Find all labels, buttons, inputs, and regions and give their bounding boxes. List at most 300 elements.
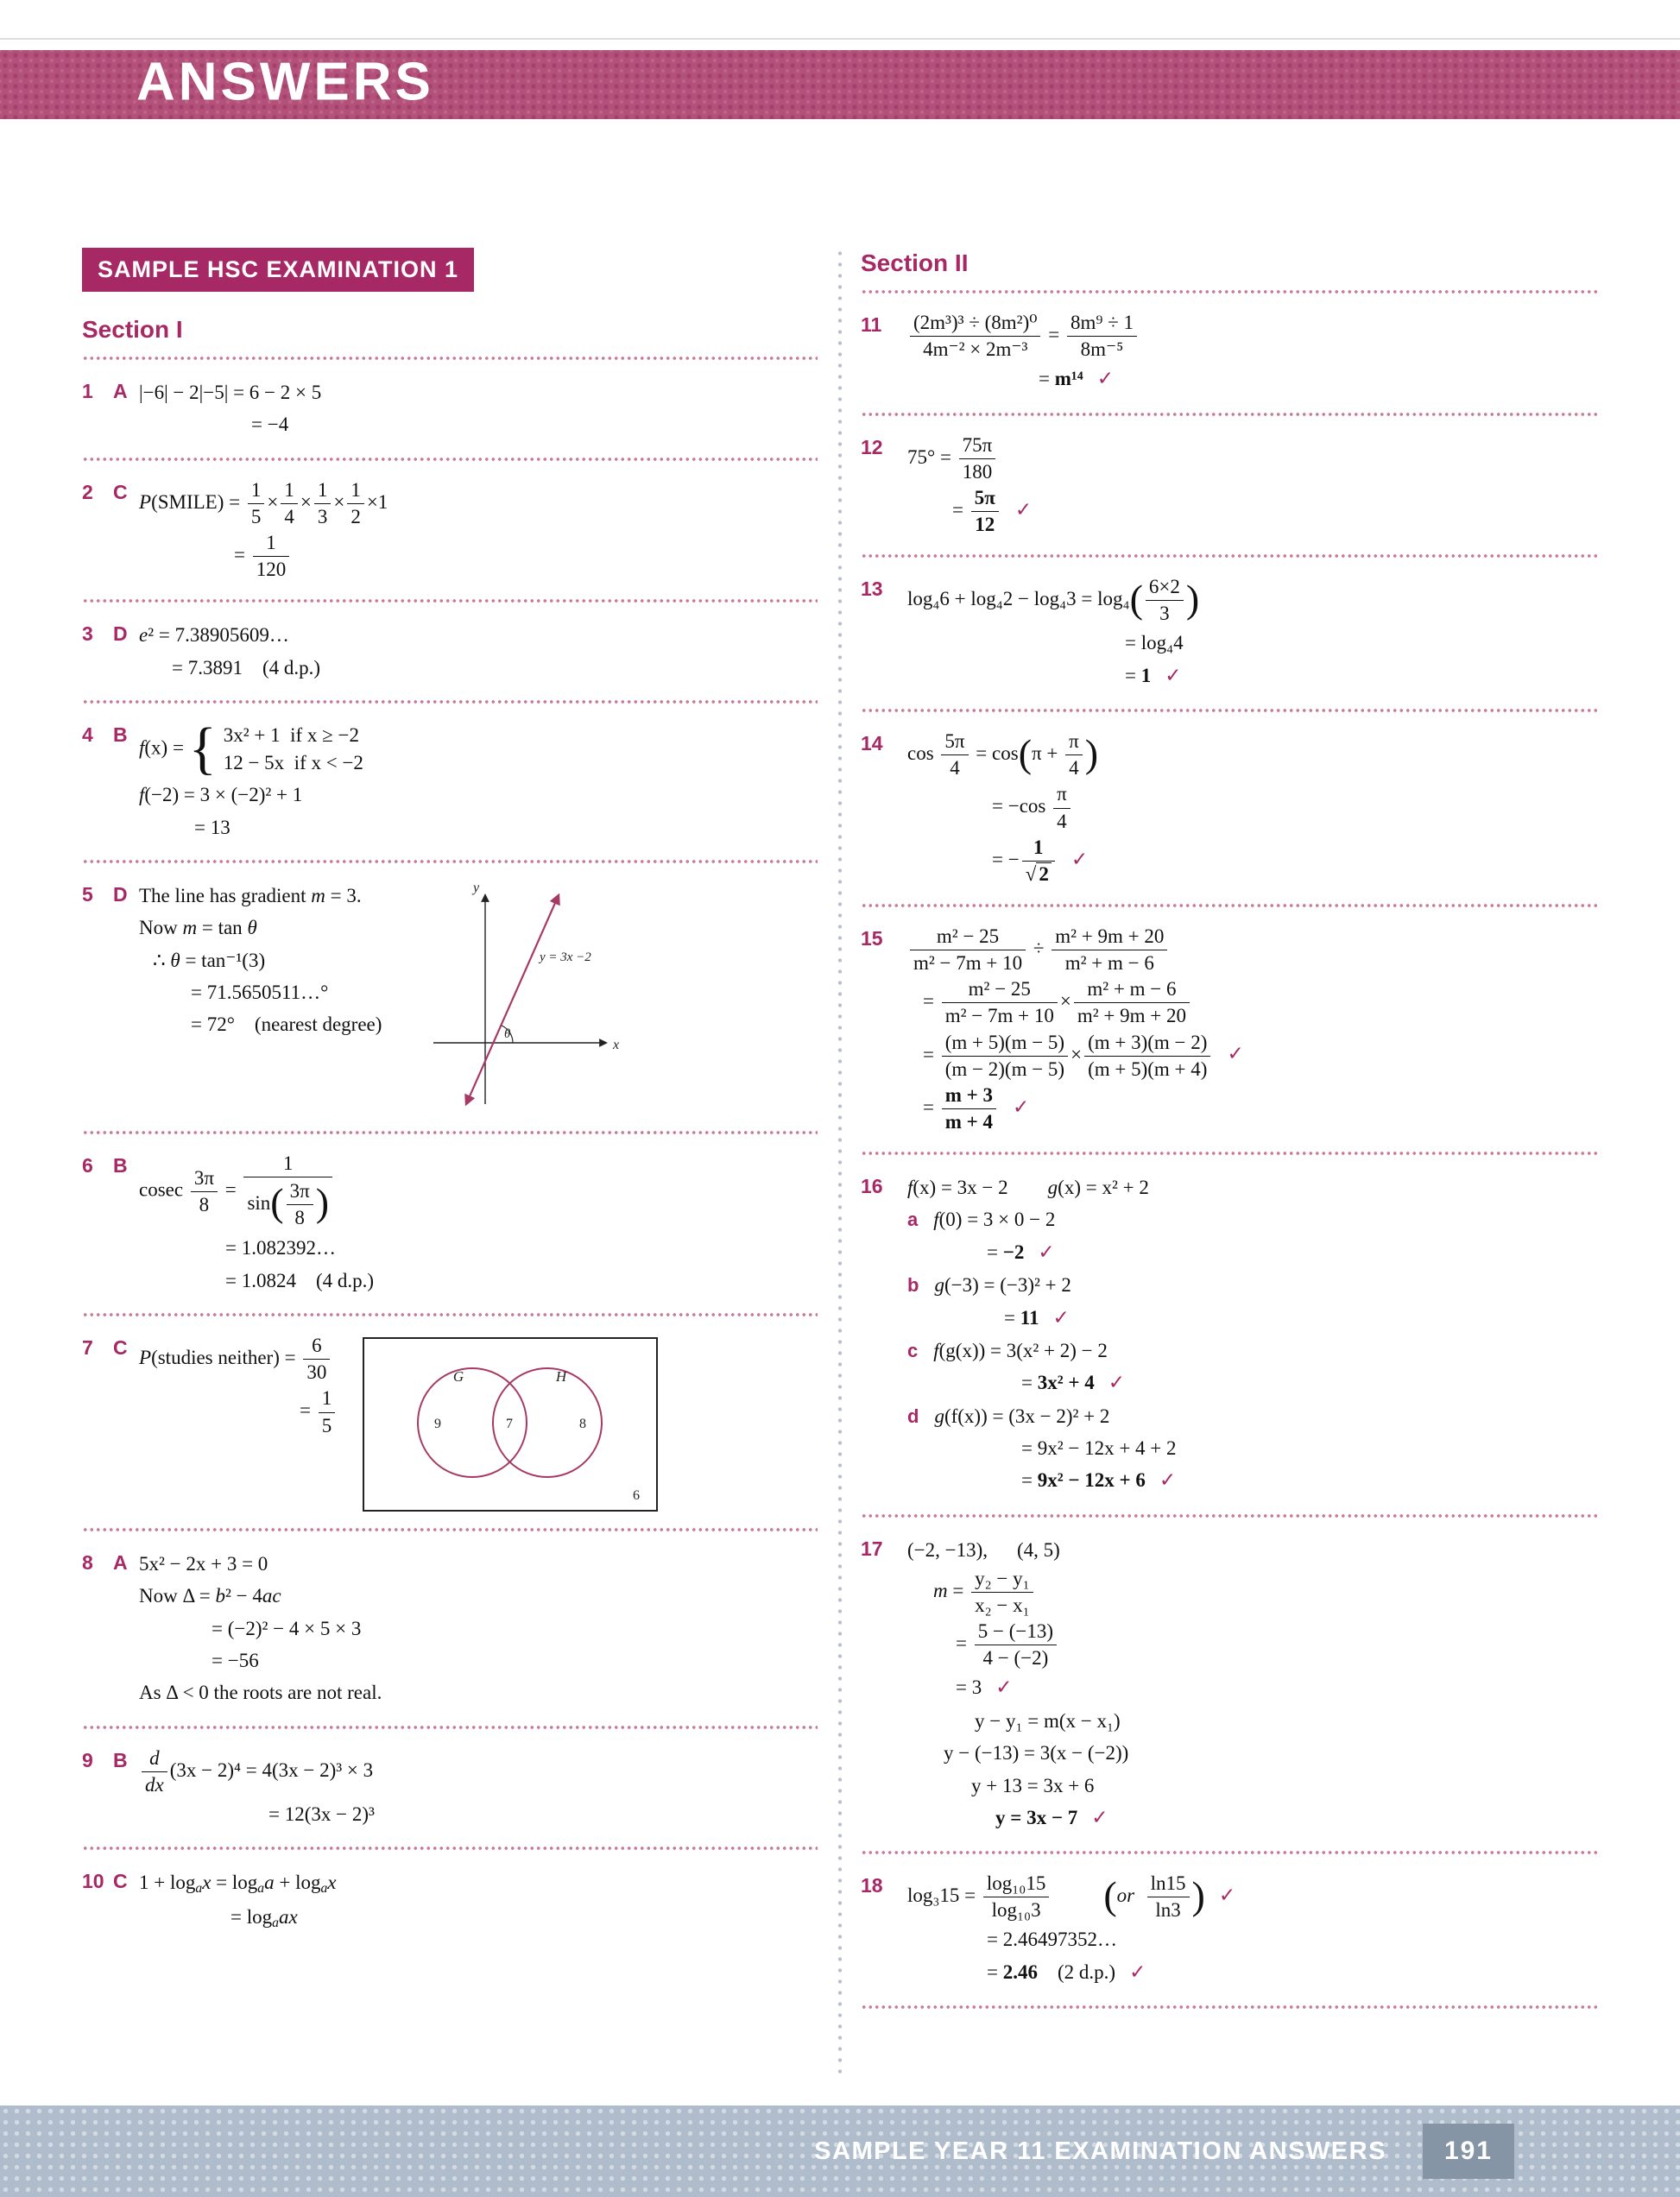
question-head — [82, 1744, 139, 1775]
question-11 — [861, 308, 1598, 398]
math-variable: f — [907, 1177, 913, 1199]
math-text: = 1.082392… — [225, 1237, 336, 1259]
math-text: (4, 5) — [1017, 1538, 1060, 1561]
question-number: 13 — [861, 578, 883, 601]
denominator — [942, 1108, 996, 1133]
math-text: 8m⁻⁵ — [1080, 338, 1124, 361]
math-text: sin — [247, 1192, 271, 1215]
fraction — [253, 533, 290, 580]
math-text: y + 13 = 3x + 6 — [971, 1774, 1095, 1796]
answer-letter: C — [113, 1870, 128, 1893]
question-head — [861, 1532, 907, 1563]
question-solution — [907, 308, 1598, 398]
fraction — [281, 480, 298, 527]
fraction — [941, 731, 968, 779]
math-text: y₂ − y₁ — [975, 1567, 1030, 1589]
fraction — [942, 1032, 1068, 1080]
math-text: 8 — [199, 1193, 210, 1215]
denominator — [1053, 808, 1071, 832]
math-line — [139, 1266, 818, 1295]
math-line — [907, 1271, 1598, 1299]
math-answer: 9x² − 12x + 6 — [1037, 1469, 1146, 1492]
question-solution — [907, 922, 1598, 1137]
math-variable: ax — [278, 1906, 298, 1929]
math-answer: m¹⁴ — [1054, 368, 1083, 390]
math-line — [139, 978, 382, 1007]
square-root — [1026, 862, 1052, 885]
dotted-separator — [82, 1846, 818, 1851]
math-text: log₄6 + log₄2 − log₄3 = log₄ — [907, 588, 1130, 610]
math-line — [139, 1903, 818, 1934]
math-text: = 13 — [194, 816, 231, 838]
math-variable: f — [139, 784, 145, 806]
math-text: = — [1043, 323, 1064, 345]
fraction — [942, 1085, 996, 1133]
math-text: m² + 9m + 20 — [1077, 1005, 1186, 1027]
checkmark-icon: ✓ — [995, 1676, 1013, 1700]
math-line — [907, 1739, 1598, 1767]
numerator — [983, 1873, 1049, 1897]
math-text: = — [1125, 664, 1141, 686]
math-line — [907, 1771, 1598, 1800]
checkmark-icon: ✓ — [1071, 848, 1089, 871]
math-text: ² = 7.38905609… — [148, 624, 289, 647]
math-text: = — [952, 498, 969, 521]
math-text: = — [956, 1632, 972, 1655]
checkmark-icon: ✓ — [1013, 1095, 1030, 1119]
math-text: = — [1021, 1372, 1038, 1394]
numerator — [942, 1085, 996, 1108]
checkmark-icon: ✓ — [1159, 1469, 1177, 1493]
only-g-value: 9 — [434, 1417, 442, 1432]
math-text: π — [1057, 783, 1067, 805]
page-content — [82, 244, 1598, 2106]
math-line — [907, 837, 1598, 886]
math-text: |−6| − 2|−5| = 6 − 2 × 5 — [139, 382, 322, 403]
math-text: m² − 25 — [968, 978, 1031, 1001]
math-text: = — [923, 1043, 939, 1065]
dotted-separator — [82, 1527, 818, 1532]
math-text: y − (−13) = 3(x − (−2)) — [944, 1742, 1129, 1765]
paren: ( — [1129, 576, 1143, 621]
math-text: 75π — [962, 433, 993, 456]
math-text: (x) = 3x − 2 — [913, 1177, 1008, 1199]
footer-label: SAMPLE YEAR 11 EXAMINATION ANSWERS — [814, 2137, 1386, 2165]
math-text: = − — [992, 848, 1020, 870]
math-text: (SMILE) = — [151, 490, 245, 513]
math-text: = — [219, 1178, 242, 1201]
math-line — [139, 621, 818, 649]
math-text: = 2.46497352… — [987, 1929, 1117, 1951]
answer-letter: C — [113, 480, 128, 503]
math-variable: P — [139, 490, 152, 513]
math-text: 5 — [250, 505, 262, 527]
paren: ( — [1018, 730, 1033, 775]
section-1-title: Section I — [82, 316, 183, 343]
denominator — [959, 458, 996, 483]
question-10 — [82, 1865, 818, 1936]
question-head — [861, 922, 907, 953]
fraction — [248, 480, 265, 527]
denominator — [971, 511, 999, 535]
numerator — [942, 1032, 1068, 1056]
math-text: 5π — [974, 486, 995, 508]
question-9 — [82, 1744, 818, 1833]
dotted-separator — [82, 356, 818, 361]
math-line — [907, 783, 1598, 832]
math-text: = — [923, 1095, 939, 1118]
math-line — [139, 1868, 818, 1899]
question-13 — [861, 572, 1598, 694]
math-text: 1 — [266, 531, 276, 553]
fraction — [303, 1335, 330, 1383]
math-line — [139, 1010, 382, 1039]
denominator — [303, 1359, 330, 1383]
question-solution — [907, 1170, 1598, 1499]
math-text: 2 — [351, 505, 361, 527]
fraction — [975, 1621, 1057, 1669]
math-text: 5π — [944, 730, 965, 753]
dotted-separator — [861, 553, 1598, 559]
math-text: 4 — [950, 757, 960, 780]
numerator — [314, 480, 332, 503]
denominator — [910, 336, 1040, 360]
fraction — [1022, 837, 1055, 885]
fraction — [319, 1388, 336, 1436]
math-text: (0) = 3 × 0 − 2 — [938, 1209, 1056, 1231]
numerator — [243, 1153, 332, 1177]
math-text: = −56 — [212, 1650, 259, 1672]
math-answer: y = 3x − 7 — [995, 1806, 1078, 1828]
question-17 — [861, 1532, 1598, 1837]
numerator — [1053, 784, 1071, 807]
denominator — [347, 503, 364, 527]
math-text: m + 4 — [944, 1110, 993, 1133]
math-line — [907, 434, 1598, 483]
math-variable: f — [139, 736, 145, 759]
math-line — [907, 364, 1598, 394]
part-letter: d — [907, 1405, 919, 1427]
fraction — [142, 1748, 167, 1796]
question-6 — [82, 1149, 818, 1298]
numerator — [1052, 926, 1167, 950]
math-text: = 1.0824 (4 d.p.) — [225, 1269, 375, 1291]
math-line — [139, 1234, 818, 1262]
math-line — [907, 1620, 1598, 1670]
math-text: = tan⁻¹(3) — [180, 949, 266, 971]
fraction — [971, 1569, 1033, 1616]
math-variable: g — [934, 1274, 944, 1297]
math-variable: θ — [247, 917, 257, 939]
question-5 — [82, 878, 818, 1116]
exam-header: SAMPLE HSC EXAMINATION 1 — [82, 248, 474, 292]
dotted-separator — [82, 1725, 818, 1730]
question-1 — [82, 375, 818, 443]
paren: ( — [270, 1180, 284, 1225]
set-g-label: G — [453, 1368, 464, 1386]
math-variable: or — [1116, 1884, 1135, 1907]
math-text: 1 — [283, 1152, 294, 1174]
math-text: log₁₀15 — [986, 1872, 1046, 1895]
numerator — [971, 488, 999, 511]
question-number: 5 — [82, 883, 93, 906]
question-head — [861, 1170, 907, 1201]
fraction — [1146, 577, 1184, 624]
math-text: ln15 — [1150, 1872, 1186, 1895]
math-text: 1 — [1033, 836, 1044, 858]
math-text: ² − 4 — [224, 1585, 262, 1607]
math-line — [907, 1084, 1598, 1133]
math-text: = 9x² − 12x + 4 + 2 — [1021, 1436, 1177, 1459]
question-14 — [861, 727, 1598, 889]
fraction — [959, 435, 996, 483]
question-number: 10 — [82, 1870, 104, 1893]
denominator — [253, 556, 290, 580]
math-text: (m − 2)(m − 5) — [944, 1057, 1065, 1080]
fraction — [942, 979, 1058, 1026]
numerator — [910, 926, 1026, 950]
math-line — [907, 312, 1598, 361]
question-solution — [907, 1869, 1598, 1991]
denominator — [287, 1204, 313, 1228]
dotted-separator — [861, 708, 1598, 713]
answers-banner — [0, 50, 1680, 119]
math-answer: −2 — [1002, 1241, 1025, 1263]
numerator — [975, 1621, 1057, 1645]
math-text: 4 − (−2) — [982, 1647, 1049, 1670]
question-number: 16 — [861, 1175, 883, 1198]
dotted-separator — [861, 903, 1598, 908]
math-line — [907, 978, 1598, 1027]
math-text: m² − 7m + 10 — [913, 952, 1023, 975]
page-title: ANSWERS — [136, 52, 434, 112]
math-line — [907, 1466, 1598, 1495]
denominator — [248, 503, 265, 527]
math-text: x₂ − x₁ — [975, 1594, 1030, 1617]
math-line — [907, 1434, 1598, 1462]
math-variable: m — [933, 1579, 948, 1601]
dotted-separator — [82, 598, 818, 603]
fraction — [347, 480, 364, 527]
math-variable: x — [327, 1872, 337, 1894]
dotted-separator — [861, 412, 1598, 417]
part-letter: b — [907, 1274, 919, 1297]
question-7 — [82, 1331, 818, 1513]
math-text: 8 — [294, 1207, 305, 1229]
denominator — [1067, 336, 1137, 360]
math-line — [907, 1568, 1598, 1617]
math-text: = — [1039, 368, 1055, 390]
numerator — [1147, 1873, 1190, 1897]
math-variable: θ — [170, 949, 180, 971]
numerator — [253, 533, 290, 556]
math-variable: b — [215, 1585, 225, 1607]
math-text: 6 — [312, 1335, 322, 1357]
solution-lines — [139, 878, 382, 1043]
fraction — [314, 480, 332, 527]
math-text: (−3) = (−3)² + 2 — [944, 1274, 1071, 1297]
math-line — [139, 1581, 818, 1610]
question-head — [82, 718, 139, 749]
math-line — [907, 1958, 1598, 1987]
math-line — [139, 717, 818, 781]
numerator — [910, 313, 1040, 336]
math-line — [907, 1707, 1598, 1735]
math-text: ln3 — [1155, 1899, 1181, 1922]
answer-letter: B — [113, 1154, 128, 1177]
math-variable: e — [139, 624, 148, 647]
math-line — [139, 813, 818, 842]
math-text: π + — [1032, 742, 1064, 765]
page-top-rule — [0, 38, 1680, 40]
numerator — [287, 1181, 313, 1204]
fraction — [910, 313, 1040, 360]
line-equation-label: y = 3x −2 — [540, 950, 592, 964]
math-line — [139, 1747, 818, 1796]
denominator — [1084, 1056, 1210, 1080]
math-line — [139, 532, 818, 581]
question-solution — [139, 878, 818, 1116]
answer-letter: D — [113, 883, 128, 906]
math-line — [139, 410, 818, 439]
answer-letter: A — [113, 1551, 128, 1575]
math-line — [907, 925, 1598, 975]
math-variable: dx — [145, 1773, 164, 1796]
checkmark-icon: ✓ — [1227, 1043, 1244, 1066]
math-text: m² + m − 6 — [1064, 952, 1154, 975]
question-16 — [861, 1170, 1598, 1499]
question-head — [861, 727, 907, 758]
numerator — [941, 731, 968, 754]
math-text: 1 — [351, 478, 361, 501]
paren: ) — [315, 1180, 330, 1225]
intersection-value: 7 — [506, 1417, 514, 1432]
math-text: Now — [139, 917, 183, 939]
numerator — [191, 1168, 218, 1191]
math-line — [139, 1550, 818, 1578]
math-text: (2m³)³ ÷ (8m²)⁰ — [913, 312, 1038, 333]
math-line — [907, 1673, 1598, 1702]
answer-letter: D — [113, 622, 128, 646]
math-text: 1 — [250, 478, 262, 501]
math-text: = — [300, 1399, 316, 1422]
denominator — [314, 503, 332, 527]
numerator — [1022, 837, 1055, 861]
question-solution — [139, 375, 818, 443]
denominator — [1052, 950, 1167, 974]
math-text: = 3. — [325, 885, 362, 906]
case-row — [224, 749, 363, 777]
question-4 — [82, 718, 818, 845]
question-number: 11 — [861, 313, 882, 336]
question-number: 18 — [861, 1874, 883, 1897]
dotted-separator — [82, 699, 818, 704]
math-line — [139, 1614, 818, 1643]
math-text: = log — [231, 1906, 273, 1929]
fraction — [243, 1153, 332, 1229]
math-line — [907, 730, 1598, 780]
question-number: 12 — [861, 435, 883, 458]
piecewise-cases — [224, 722, 363, 777]
math-text: As Δ < 0 the roots are not real. — [139, 1682, 382, 1704]
set-h-label: H — [556, 1368, 567, 1386]
math-text: = — [1021, 1469, 1038, 1492]
math-text: ×1 — [366, 490, 388, 513]
math-text: (f(x)) = (3x − 2)² + 2 — [944, 1405, 1110, 1427]
math-text: 4m⁻² × 2m⁻³ — [923, 338, 1028, 361]
column-divider — [837, 248, 843, 2080]
numerator — [942, 979, 1058, 1002]
math-text: = (−2)² − 4 × 5 × 3 — [212, 1617, 362, 1639]
question-number: 3 — [82, 622, 93, 646]
subscript: a — [195, 1881, 203, 1897]
question-solution — [139, 1149, 818, 1298]
checkmark-icon: ✓ — [1129, 1960, 1146, 1984]
case-row — [224, 722, 363, 749]
math-text: 3 — [1159, 603, 1170, 625]
numerator — [347, 480, 364, 503]
numerator — [248, 480, 265, 503]
math-variable: g — [934, 1405, 944, 1427]
solution-lines — [139, 1331, 338, 1441]
math-variable: f — [933, 1209, 939, 1231]
numerator — [281, 480, 298, 503]
outside-value: 6 — [633, 1488, 641, 1504]
denominator — [1065, 754, 1083, 779]
question-solution — [139, 1744, 818, 1833]
math-text: 75° = — [907, 445, 957, 468]
denominator — [142, 1771, 167, 1796]
math-variable: a — [264, 1872, 275, 1894]
question-3 — [82, 617, 818, 685]
checkmark-icon: ✓ — [1038, 1241, 1055, 1264]
math-text: Now Δ = — [139, 1585, 216, 1607]
checkmark-icon: ✓ — [1052, 1306, 1070, 1329]
math-variable: m — [311, 885, 325, 906]
math-text: × — [300, 490, 312, 513]
math-line — [907, 1536, 1598, 1564]
math-answer: 1 — [1140, 664, 1152, 686]
math-text: = 12(3x − 2)³ — [268, 1803, 375, 1826]
math-text: ∴ — [153, 949, 171, 971]
math-line — [907, 1872, 1598, 1922]
fraction — [971, 488, 999, 535]
math-line — [139, 881, 382, 910]
question-head — [82, 1865, 139, 1896]
dotted-separator — [82, 1312, 818, 1317]
math-text: 1 + log — [139, 1872, 196, 1894]
denominator — [941, 754, 968, 779]
math-text: 5 − (−13) — [977, 1620, 1053, 1643]
question-18 — [861, 1869, 1598, 1991]
math-variable: ac — [262, 1585, 281, 1607]
math-line — [907, 1304, 1598, 1333]
denominator — [243, 1177, 332, 1229]
question-number: 6 — [82, 1154, 93, 1177]
numerator — [319, 1388, 336, 1411]
math-text: m² + 9m + 20 — [1055, 925, 1165, 947]
part-letter: c — [907, 1339, 919, 1361]
math-text: 6×2 — [1148, 576, 1180, 598]
math-line — [907, 487, 1598, 536]
math-text: = — [987, 1241, 1003, 1263]
math-line — [139, 1387, 338, 1436]
math-text: × — [1071, 1043, 1083, 1065]
fraction — [1052, 926, 1167, 974]
fraction — [1074, 979, 1190, 1026]
math-line — [907, 1368, 1598, 1398]
math-text: (x) = — [144, 736, 189, 759]
